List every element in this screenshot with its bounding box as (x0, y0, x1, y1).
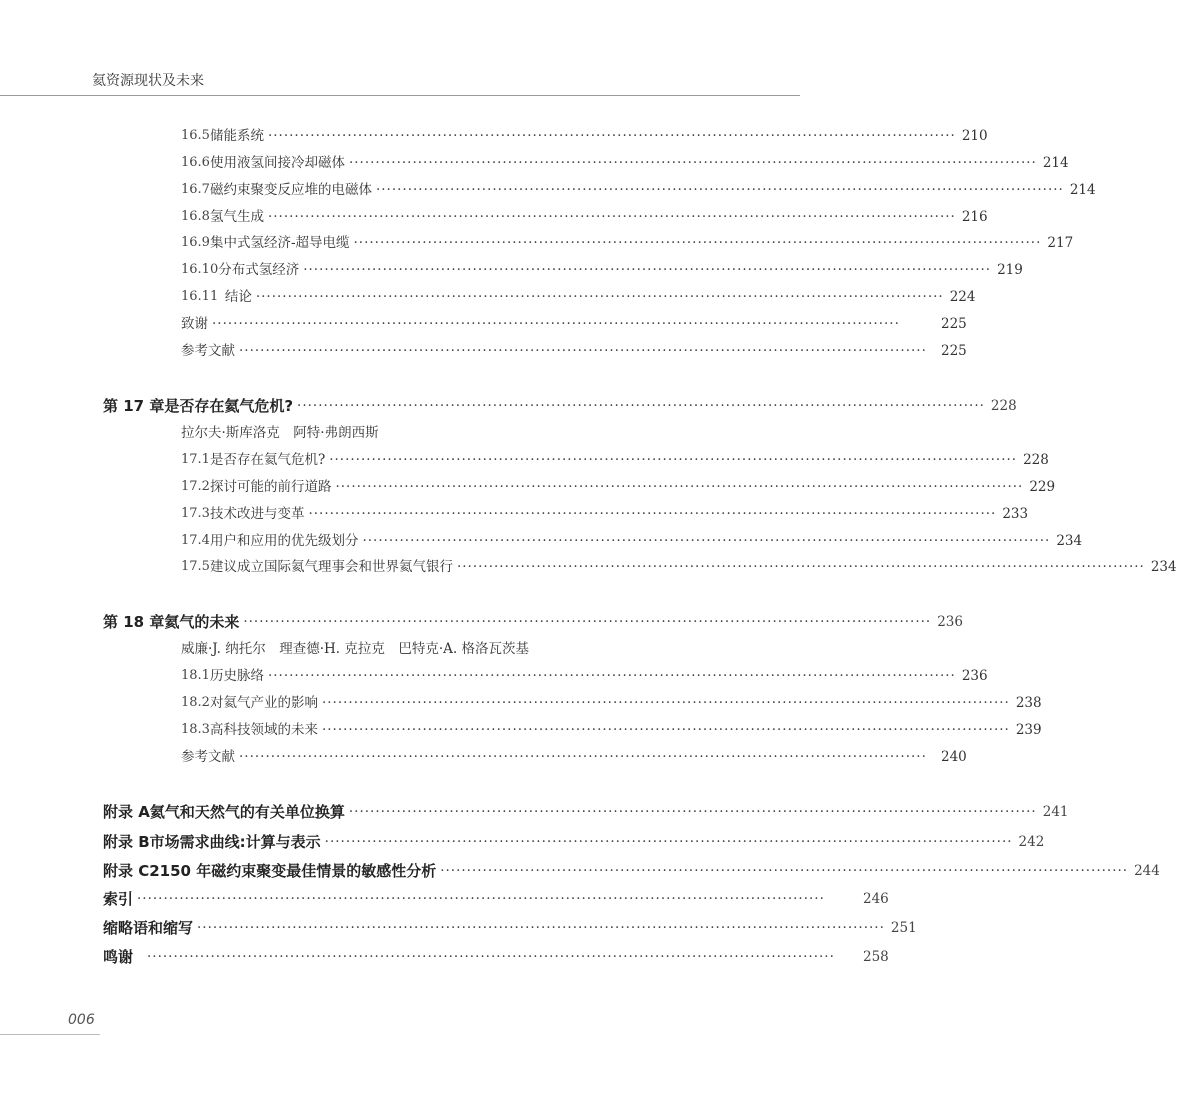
toc-number: 16.5 (181, 128, 210, 143)
toc-leader: ·································································································································· (362, 533, 1051, 549)
toc-title: 用户和应用的优先级划分 (209, 533, 359, 549)
toc-entry[interactable] (0, 719, 1042, 741)
chapter-title: 氦气的未来 (164, 613, 240, 631)
backmatter-title: 索引 (103, 890, 134, 908)
toc-leader: ·································································································································· (297, 398, 985, 414)
toc-leader: ·································································································································· (255, 289, 944, 305)
toc-entry[interactable] (0, 125, 988, 147)
toc-title: 分布式氢经济 (218, 262, 300, 278)
toc-page: 224 (949, 289, 976, 305)
toc-entry[interactable] (0, 665, 988, 687)
toc-leader: ·································································································································· (324, 834, 1013, 850)
toc-entry[interactable] (0, 313, 981, 335)
toc-entry[interactable] (0, 286, 981, 308)
toc-appendix-c[interactable] (0, 860, 1160, 882)
toc-title: 是否存在氦气危机? (209, 452, 326, 468)
appendix-title: 2150 年磁约束聚变最佳情景的敏感性分析 (149, 862, 437, 880)
toc-leader: ·································································································································· (212, 316, 900, 332)
toc-leader: ·································································································································· (267, 128, 956, 144)
toc-page: 236 (937, 614, 963, 630)
toc-leader: ·································································································································· (456, 559, 1145, 575)
toc-number: 18.1 (181, 668, 210, 683)
backmatter-title: 鸣谢 (103, 948, 134, 966)
toc-leader: ·································································································································· (239, 343, 927, 359)
toc-entry[interactable] (0, 449, 1049, 471)
toc-page: 214 (1069, 182, 1096, 198)
toc-page: 240 (941, 749, 967, 765)
toc-leader: ·································································································································· (137, 891, 825, 907)
toc-number: 18.3 (181, 722, 210, 737)
toc-title: 探讨可能的前行道路 (209, 479, 332, 495)
toc-leader: ·································································································································· (267, 668, 956, 684)
toc-leader: ·································································································································· (329, 452, 1018, 468)
toc-title: 结论 (224, 289, 252, 305)
appendix-title: 氦气和天然气的有关单位换算 (149, 803, 345, 821)
toc-index[interactable] (0, 888, 903, 910)
header-rule (0, 95, 800, 96)
toc-title: 高科技领域的未来 (209, 722, 318, 738)
running-header: 氦资源现状及未来 (92, 73, 204, 89)
appendix-label: 附录 B (103, 833, 150, 851)
toc-number: 17.1 (181, 452, 210, 467)
toc-number: 16.6 (181, 155, 210, 170)
toc-title: 氢气生成 (209, 209, 264, 225)
toc-entry[interactable] (0, 476, 1056, 498)
toc-leader: ·································································································································· (348, 155, 1037, 171)
toc-page: 210 (961, 128, 988, 144)
toc-leader: ·································································································································· (303, 262, 992, 278)
toc-chapter-17[interactable] (0, 395, 1017, 417)
toc-number: 16.7 (181, 182, 210, 197)
toc-entry[interactable] (0, 530, 1083, 552)
toc-entry[interactable] (0, 556, 1177, 578)
toc-leader: ·································································································································· (321, 722, 1010, 738)
chapter-number: 第 18 章 (103, 613, 165, 631)
toc-leader: ·································································································································· (267, 209, 956, 225)
footer-rule (0, 1034, 100, 1035)
toc-number: 17.2 (181, 479, 210, 494)
toc-leader: ·································································································································· (147, 949, 835, 965)
toc-page: 251 (890, 920, 917, 936)
appendix-label: 附录 C (103, 862, 150, 880)
toc-leader: ·································································································································· (243, 614, 932, 630)
toc-number: 16.11 (181, 289, 219, 304)
page-number: 006 (68, 1012, 95, 1028)
toc-title: 磁约束聚变反应堆的电磁体 (209, 182, 372, 198)
toc-page: 244 (1134, 863, 1160, 879)
toc-number: 16.8 (181, 209, 210, 224)
toc-number: 17.5 (181, 559, 210, 574)
toc-page: 228 (1023, 452, 1049, 468)
toc-acknowledgements[interactable] (0, 946, 903, 968)
toc-number: 18.2 (181, 695, 210, 710)
toc-entry[interactable] (0, 152, 1069, 174)
toc-page: 228 (990, 398, 1017, 414)
appendix-label: 附录 A (103, 803, 150, 821)
toc-leader: ·································································································································· (335, 479, 1024, 495)
toc-page: 214 (1042, 155, 1069, 171)
toc-leader: ·································································································································· (440, 863, 1129, 879)
toc-page: 234 (1056, 533, 1083, 549)
toc-page: 241 (1042, 804, 1069, 820)
toc-page: 233 (1002, 506, 1029, 522)
toc-leader: ·································································································································· (353, 235, 1042, 251)
toc-title: 技术改进与变革 (209, 506, 305, 522)
toc-page: 236 (961, 668, 988, 684)
toc-title: 参考文献 (181, 343, 235, 359)
toc-page: 219 (997, 262, 1023, 278)
toc-page: 216 (961, 209, 988, 225)
toc-leader: ·································································································································· (375, 182, 1064, 198)
toc-page: 229 (1029, 479, 1056, 495)
toc-title: 集中式氢经济-超导电缆 (209, 235, 350, 251)
toc-title: 对氦气产业的影响 (209, 695, 318, 711)
backmatter-title: 缩略语和缩写 (103, 919, 194, 937)
toc-page: 217 (1047, 235, 1074, 251)
toc-page: 258 (863, 949, 889, 965)
toc-appendix-b[interactable] (0, 831, 1045, 853)
toc-title: 致谢 (181, 316, 208, 332)
toc-abbreviations[interactable] (0, 917, 917, 939)
toc-entry[interactable] (0, 746, 981, 768)
toc-appendix-a[interactable] (0, 801, 1069, 823)
chapter-authors: 拉尔夫·斯库洛克 阿特·弗朗西斯 (181, 425, 379, 441)
toc-entry[interactable] (0, 259, 1023, 281)
toc-title: 储能系统 (209, 128, 264, 144)
chapter-number: 第 17 章 (103, 397, 165, 415)
toc-number: 17.3 (181, 506, 210, 521)
toc-entry[interactable] (0, 692, 1042, 714)
toc-leader: ·································································································································· (321, 695, 1010, 711)
toc-entry[interactable] (0, 179, 1096, 201)
toc-entry[interactable] (0, 232, 1074, 254)
toc-leader: ·································································································································· (348, 804, 1037, 820)
toc-number: 17.4 (181, 533, 210, 548)
toc-page: 246 (863, 891, 889, 907)
toc-leader: ·································································································································· (239, 749, 927, 765)
toc-entry[interactable] (0, 206, 988, 228)
appendix-title: 市场需求曲线:计算与表示 (149, 833, 321, 851)
toc-leader: ·································································································································· (197, 920, 885, 936)
toc-title: 参考文献 (181, 749, 235, 765)
toc-page: 225 (941, 316, 967, 332)
toc-entry[interactable] (0, 340, 981, 362)
chapter-title: 是否存在氦气危机? (164, 397, 294, 415)
toc-number: 16.9 (181, 235, 210, 250)
toc-page: 234 (1150, 559, 1177, 575)
toc-chapter-18[interactable] (0, 611, 963, 633)
toc-title: 建议成立国际氦气理事会和世界氦气银行 (209, 559, 453, 575)
toc-title: 使用液氢间接冷却磁体 (209, 155, 345, 171)
toc-number: 16.10 (181, 262, 219, 277)
toc-title: 历史脉络 (209, 668, 264, 684)
toc-leader: ·································································································································· (308, 506, 997, 522)
toc-entry[interactable] (0, 503, 1029, 525)
toc-page: 238 (1015, 695, 1042, 711)
toc-page: 239 (1015, 722, 1042, 738)
toc-page: 242 (1018, 834, 1045, 850)
chapter-authors: 威廉·J. 纳托尔 理查德·H. 克拉克 巴特克·A. 格洛瓦茨基 (181, 641, 530, 657)
toc-page: 225 (941, 343, 967, 359)
